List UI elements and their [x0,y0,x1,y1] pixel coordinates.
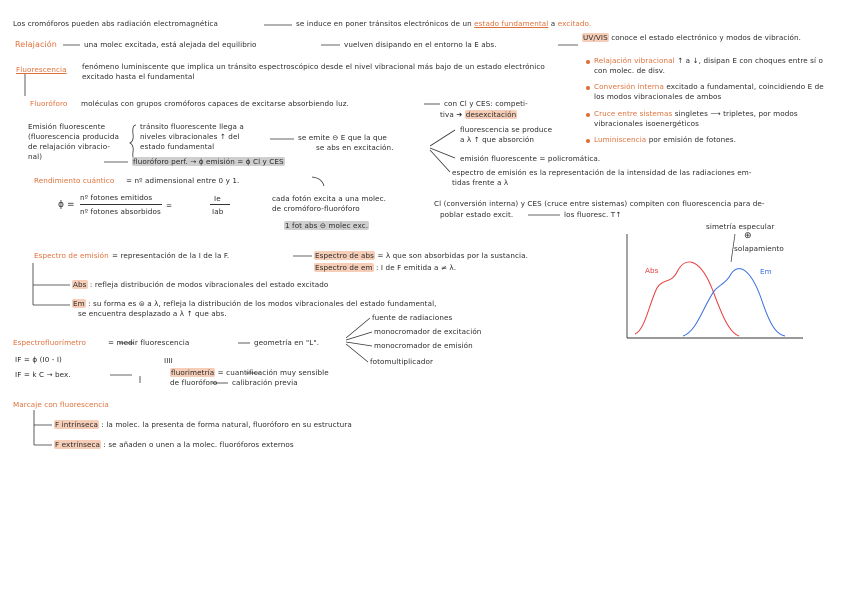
fluor-prod-2: a λ ↑ que absorción [460,135,535,144]
uvvis-label: UV/VIS [583,33,608,42]
marcaje-f2 [54,440,294,450]
right-item-2 [594,109,824,128]
relajacion-label: Relajación [15,40,57,49]
right-item-3 [594,135,824,145]
emision-brace-2: estado fundamental [140,142,215,151]
fluorimetro-part-0: fuente de radiaciones [372,313,453,322]
f-extrinseca-text: : se añaden o unen a la molec. fluoróforos externos [103,440,294,449]
fluorimetria-text-2: de fluoróforo [170,378,218,387]
bullet-dot [586,86,590,90]
intro-fundamental: estado fundamental [474,19,549,28]
intro-a: a [550,19,556,28]
intro-text-1: Los cromóforos pueden abs radiación electromagnética [13,19,218,28]
fluoroforo-tiva-line: tiva ➔ desexcitación [440,110,517,119]
em2-line [72,299,437,309]
phi-num: nº fotones emitidos [80,193,153,202]
cl-1: Cl (conversión interna) y CES (cruce entre sistemas) compiten con fluorescencia para de- [434,199,765,208]
espectro-def-1: espectro de emisión es la representación de la intensidad de las radiaciones em- [452,168,752,177]
eq1b: IIII [164,356,173,365]
phi-frac-den: Iab [212,207,224,216]
intro-line [13,19,218,29]
bullet-dot [586,60,590,64]
espectro-abs-label: Espectro de abs [315,251,374,260]
f-intrinseca-label: F intrínseca [55,420,99,429]
flow-line [132,157,285,167]
emision-line-2: de relajación vibracio- [28,142,111,151]
chart-sym-3: solapamiento [734,244,784,253]
right-item-text: excitado a fundamental, coincidiendo E de los modos vibracionales de ambos [594,82,824,101]
cada-2: de cromóforo-fluoróforo [272,204,360,213]
right-item-text: ↑ a ↓, disipan E con choques entre sí o con molec. de disv. [594,56,823,75]
right-item-text: singletes ⟶ tripletes, por modos vibracionales isoenergéticos [594,109,798,128]
espectrofluorimetro-text [108,338,189,348]
bullet-dot [586,139,590,143]
policromatica: emisión fluorescente = policromática. [460,154,601,163]
espectrofluorimetro-geo: geometría en "L". [254,338,320,347]
espectro-em-text: : I de F emitida a ≠ λ. [376,263,457,272]
emision-line-0: Emisión fluorescente [28,122,106,131]
abs2-line [72,280,328,290]
right-item-label: Luminiscencia [594,135,647,144]
chart-em-label: Em [760,267,772,276]
phi-symbol: ϕ = [58,200,75,210]
emision-brace-0: tránsito fluorescente llega a [140,122,244,131]
right-item-text: por emisión de fotones. [648,135,737,144]
bullet-dot [586,113,590,117]
fluorimetria-line: fluorimetría = cuantificación muy sensible [171,368,329,377]
cada-1: cada fotón excita a una molec. [272,194,387,203]
relajacion-text-1: una molec excitada, está alejada del equilibrio [84,40,257,49]
chart-abs-label: Abs [645,266,659,275]
cl-2: poblar estado excit. [440,210,514,219]
spectra-chart [615,222,815,344]
fluoroforo-text: moléculas con grupos cromóforos capaces de excitarse absorbiendo luz. [81,99,350,108]
espectro-emision-text: = representación de la I de la F. [112,251,230,260]
rendimiento-label: Rendimiento cuántico [34,176,115,185]
espectrofluorimetro-label: Espectrofluorímetro [13,338,87,347]
f-intrinseca-text: : la molec. la presenta de forma natural, fluoróforo en su estructura [101,420,352,429]
se-emite: se emite ⊖ E que la que [298,133,387,142]
marcaje-f1 [54,420,352,430]
eq1: IF = ϕ (I0 - I) [15,355,62,364]
em2-text-1: : su forma es ⊜ a λ, refleja la distribución de los modos vibracionales del estado fundamental, [88,299,437,308]
em2-text-2: se encuentra desplazado a λ ↑ que abs. [78,309,227,318]
fluoroforo-desexcitacion: desexcitación [465,110,517,119]
fluorimetro-part-1: monocromador de excitación [374,327,482,336]
intro-text-2: se induce en poner tránsitos electrónicos de un [296,19,472,28]
intro-excited: excitado. [557,19,592,28]
fraction-bar [80,204,162,205]
emision-line-3: nal) [28,152,43,161]
fluorimetro-part-3: fotomultiplicador [370,357,434,366]
em-spectrum-curve [683,269,785,336]
abs2-text: : refleja distribución de modos vibracionales del estado excitado [89,280,329,289]
espectrofluorimetro-text-span: = medir fluorescencia [108,338,190,347]
right-item-0 [594,56,824,75]
right-item-label: Conversión interna [594,82,664,91]
chart-sym-1: simetría especular [706,222,775,231]
fluorimetro-part-2: monocromador de emisión [374,341,473,350]
fluorimetria-label: fluorimetría [171,368,215,377]
emision-brace-1: niveles vibracionales ↑ del [140,132,240,141]
uvvis-text: conoce el estado electrónico y modos de vibración. [611,33,802,42]
phi-den: nº fotones absorbidos [80,207,161,216]
fluorescencia-label: Fluorescencia [16,65,67,74]
fluor-prod-1: fluorescencia se produce [460,125,553,134]
uvvis-block [582,33,822,43]
chart-sym-2: ⊕ [744,231,752,241]
abs-def-line [314,251,528,261]
fluoroforo-tiva: tiva [440,110,454,119]
fluoroforo-con: con Cl y CES: competi- [444,99,528,108]
abs2-label: Abs [73,280,87,289]
se-abs: se abs en excitación. [316,143,394,152]
emision-line-1: (fluorescencia producida [28,132,120,141]
cl-3: los fluoresc. T↑ [564,210,622,219]
eq2: IF = k C → bex. [15,370,71,379]
espectro-emision-label: Espectro de emisión [34,251,109,260]
right-item-1 [594,82,824,101]
f-extrinseca-label: F extrínseca [55,440,101,449]
phi-frac-num: Ie [214,194,221,203]
flow-text: fluoróforo perf. → ϕ emisión = ϕ Cl y CES [133,157,284,166]
box-line [284,221,369,231]
rendimiento-text: = nº adimensional entre 0 y 1. [126,176,240,185]
calibracion: calibración previa [232,378,298,387]
box-text: 1 fot abs ⊖ molec exc. [285,221,369,230]
relajacion-text-2: vuelven disipando en el entorno la E abs. [344,40,497,49]
right-item-label: Relajación vibracional [594,56,675,65]
intro-line-2 [296,19,591,29]
espectro-def-2: tidas frente a λ [452,178,509,187]
fluorimetria-text: cuantificación muy sensible [226,368,329,377]
marcaje-label: Marcaje con fluorescencia [13,400,109,409]
em-def-line [314,263,456,273]
espectro-em-label: Espectro de em [315,263,373,272]
right-item-label: Cruce entre sistemas [594,109,673,118]
fraction-bar-2 [210,204,230,205]
espectro-abs-text: = λ que son absorbidas por la sustancia. [377,251,529,260]
em2-label: Em [73,299,85,308]
fluoroforo-label: Fluoróforo [30,99,68,108]
fluorescencia-text: fenómeno luminiscente que implica un tránsito espectroscópico desde el nivel vibracional más bajo de un estado electrónico excitado hasta el fundamental [82,62,545,81]
